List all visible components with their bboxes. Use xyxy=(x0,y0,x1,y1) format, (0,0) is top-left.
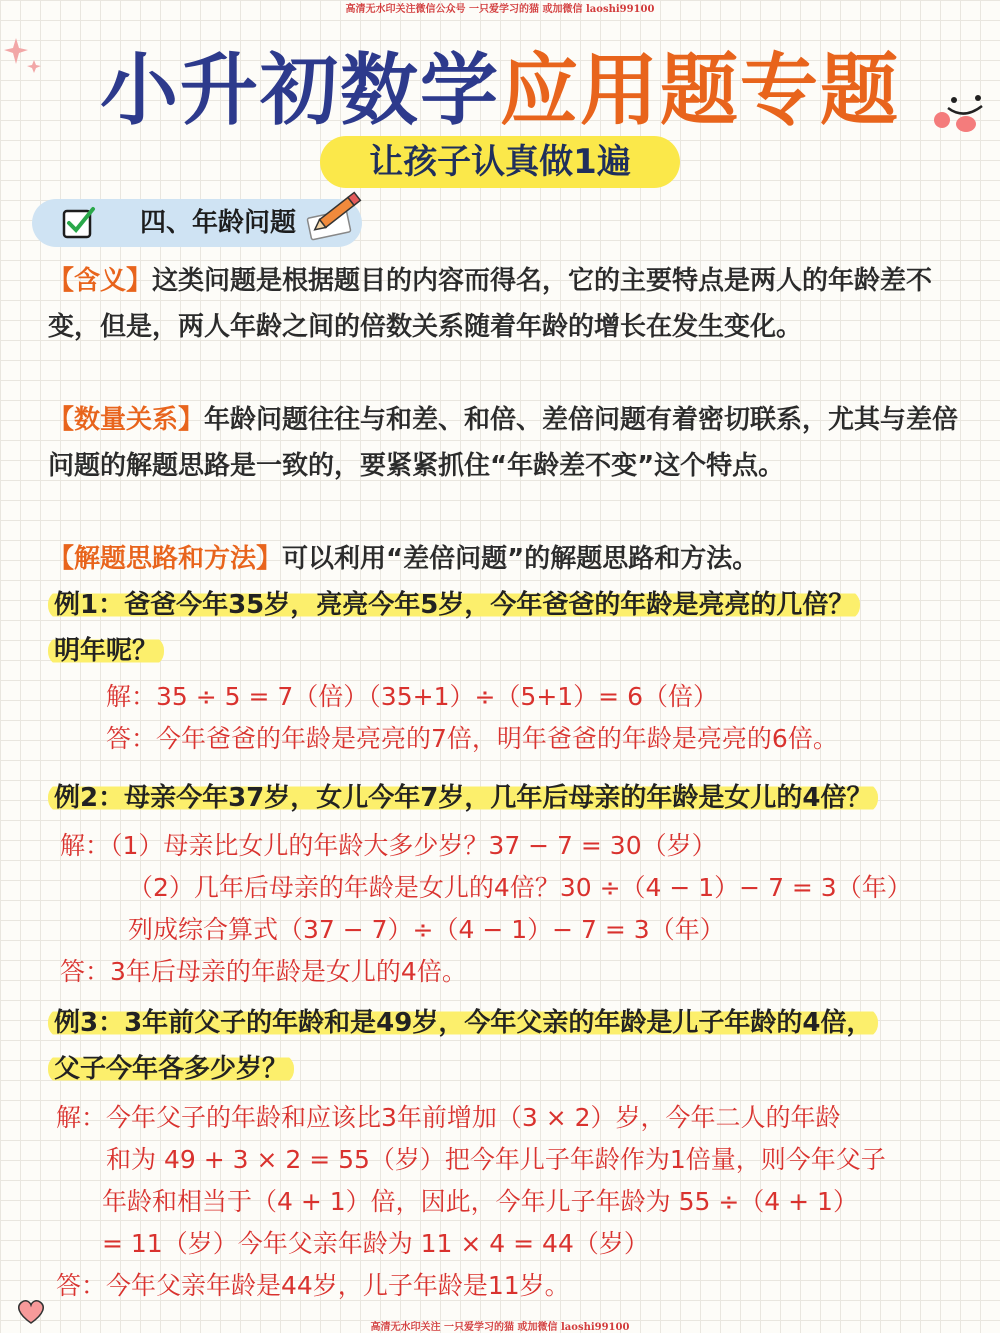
example-3-solution-line-3: 年龄和相当于（4 + 1）倍，因此，今年儿子年龄为 55 ÷（4 + 1） xyxy=(102,1187,858,1216)
meaning-text: 这类问题是根据题目的内容而得名，它的主要特点是两人的年龄差不变，但是，两人年龄之间的倍数关系随着年龄的增长在发生变化。 xyxy=(48,266,933,342)
method-paragraph xyxy=(48,536,968,582)
smiley-face-icon xyxy=(932,86,996,142)
example-2-answer: 答：3年后母亲的年龄是女儿的4倍。 xyxy=(60,957,467,986)
watermark-bottom: 高清无水印关注 一只爱学习的猫 或加微信 laoshi99100 xyxy=(370,1322,630,1333)
relation-tag: 【数量关系】 xyxy=(48,405,205,435)
example-3-solution-line-4: = 11（岁）今年父亲年龄为 11 × 4 = 44（岁） xyxy=(102,1229,649,1258)
example-2-solution-step-1: 解：（1）母亲比女儿的年龄大多少岁？37 − 7 = 30（岁） xyxy=(60,831,717,860)
subtitle-badge: 让孩子认真做1遍 xyxy=(320,136,680,188)
section-title: 四、年龄问题 xyxy=(140,208,297,238)
example-3-solution-line-2: 和为 49 + 3 × 2 = 55（岁）把今年儿子年龄作为1倍量，则今年父子 xyxy=(106,1145,886,1174)
pencil-icon xyxy=(305,186,369,242)
meaning-tag: 【含义】 xyxy=(48,266,153,296)
example-1-solution: 解：35 ÷ 5 = 7（倍）（35+1）÷（5+1）= 6（倍） xyxy=(106,682,718,711)
page-title xyxy=(0,28,1000,140)
example-1-question-line-2: 明年呢？ xyxy=(48,628,164,674)
method-text: 可以利用“差倍问题”的解题思路和方法。 xyxy=(282,544,759,574)
title-part-1: 小升初数学 xyxy=(99,46,500,136)
method-tag: 【解题思路和方法】 xyxy=(48,544,283,574)
example-3-answer: 答：今年父亲年龄是44岁，儿子年龄是11岁。 xyxy=(56,1271,570,1300)
relation-text: 年龄问题往往与和差、和倍、差倍问题有着密切联系，尤其与差倍问题的解题思路是一致的，要紧紧抓住“年龄差不变”这个特点。 xyxy=(48,405,959,481)
checkbox-icon xyxy=(62,205,96,239)
example-2-combined-formula: 列成综合算式（37 − 7）÷（4 − 1）− 7 = 3（年） xyxy=(128,915,725,944)
example-3-question-line-2: 父子今年各多少岁？ xyxy=(48,1046,294,1092)
example-2-solution-step-2: （2）几年后母亲的年龄是女儿的4倍？30 ÷（4 − 1）− 7 = 3（年） xyxy=(128,873,912,902)
title-part-2: 应用题专题 xyxy=(500,46,901,136)
example-3-question-line-1: 例3：3年前父子的年龄和是49岁，今年父亲的年龄是儿子年龄的4倍， xyxy=(48,1000,878,1046)
example-3-solution-line-1: 解：今年父子的年龄和应该比3年前增加（3 × 2）岁，今年二人的年龄 xyxy=(56,1103,841,1132)
meaning-paragraph xyxy=(48,258,968,350)
example-2-question: 例2：母亲今年37岁，女儿今年7岁，几年后母亲的年龄是女儿的4倍？ xyxy=(48,775,878,821)
example-1-answer: 答：今年爸爸的年龄是亮亮的7倍，明年爸爸的年龄是亮亮的6倍。 xyxy=(106,724,838,753)
relation-paragraph xyxy=(48,397,968,489)
watermark-top: 高清无水印关注微信公众号 一只爱学习的猫 或加微信 laoshi99100 xyxy=(345,4,655,15)
example-1-question-line-1: 例1：爸爸今年35岁，亮亮今年5岁，今年爸爸的年龄是亮亮的几倍？ xyxy=(48,582,860,628)
